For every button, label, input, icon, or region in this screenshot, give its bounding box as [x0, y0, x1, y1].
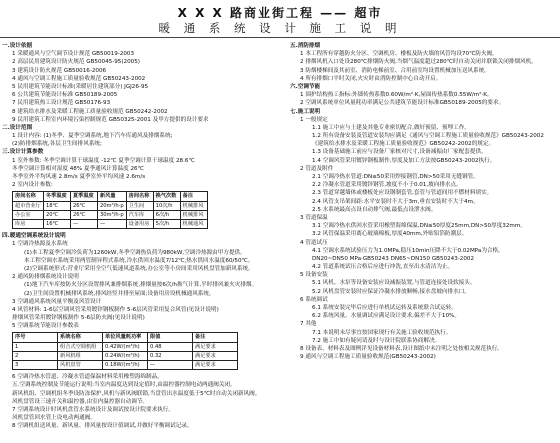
table-header-cell: 夏季温度 [70, 192, 97, 201]
table-cell: 0.18W/(m³/h) [103, 361, 148, 370]
spec-line: 2 排烟风机入口处设280℃排烟防火阀,当烟气温度超过280℃时自动关闭并联锁关闭排烟风机。 [300, 59, 537, 66]
table-row [13, 351, 238, 360]
spec-line: 6.1 系统安装完毕后应进行单机试运转及系统联合试运转。 [312, 305, 457, 311]
spec-line: 3 建筑设计防火规范 GB50016-2006 [12, 67, 107, 74]
design-params-table-wrap [12, 191, 276, 229]
spec-line: (1)本工程夏季空调冷负荷为1260kW,冬季空调热负荷为980kW,空调冷热源由甲方提供。 [24, 249, 246, 256]
table-cell: 满足要求 [193, 361, 238, 370]
spec-line: 七.施工说明 [290, 108, 321, 115]
spec-line: 本工程空调水系统采用两管制异程式系统,冷水供回水温度7/12℃,热水供回水温度60/50℃。 [24, 257, 254, 264]
table-header-cell: 冬季温度 [43, 192, 70, 201]
title-rule [0, 37, 560, 38]
right-column [290, 42, 556, 361]
table-cell: 18℃ [43, 201, 70, 210]
spec-line: 8 设备表、材料表及图例详见设备材料表,设计图纸中未注明之处按相关规范执行。 [300, 345, 503, 352]
spec-line: (1)地下汽车库按防火分区设置排风兼排烟系统,排烟量按6次/h换气计算,平时排风兼火灾排烟。 [24, 282, 258, 289]
spec-line: 四.暖通空调系统设计说明 [2, 233, 66, 240]
spec-line: 3 防烟楼梯间及其前室、消防电梯前室、合用前室均设置机械加压送风系统。 [300, 67, 490, 74]
left-lines-2 [2, 232, 276, 330]
table-row [13, 219, 208, 228]
left-lines-1 [2, 42, 276, 189]
table-cell: 0.24W/(m³/h) [103, 351, 148, 360]
spec-line: 4 通风与空调工程施工质量验收规范 GB50243-2002 [12, 75, 146, 82]
table-row [13, 361, 238, 370]
table-header-cell: 单位风量耗功率 [103, 333, 148, 342]
table-header-cell: 备注 [193, 333, 238, 342]
table-header-cell: 新风量 [97, 192, 126, 201]
page-subtitle: 暖 通 系 统 设 计 施 工 说 明 [158, 21, 402, 35]
spec-line: 2 室内设计参数: [12, 182, 53, 189]
spec-line: 7 空调系统设计时风机盘管水系统设计及调试按设计院要求执行。 [12, 407, 174, 413]
spec-line: (2)空调系统形式:营业厅采用全空气低速风道系统,办公室等小房间采用风机盘管加新风系统。 [24, 265, 254, 272]
spec-line: 1.4 空调风管采用镀锌钢板制作,厚度及加工方法按GB50243-2002执行。 [312, 157, 496, 164]
table-cell: 16℃ [43, 219, 70, 228]
spec-line: 5.2 风机盘管安装时应保证冷凝水排放顺畅,接水盘坡向排水口。 [312, 288, 470, 295]
table-cell: 满足要求 [193, 342, 238, 351]
spec-line: 3 管道保温 [300, 214, 328, 221]
table-header-cell: 限值 [148, 333, 193, 342]
spec-line: 冬季空调计算相对湿度 48% 夏季通风计算温度 26℃ [12, 165, 144, 172]
table-header-cell: 备注 [180, 192, 207, 201]
spec-line: 1.1 施工中应与土建及其他专业密切配合,做好预留、预埋工作。 [312, 124, 470, 131]
spec-line: 9 民用建筑工程室内环境污染控制规范 GB50325-2001 及甲方提供的设计要求 [12, 116, 209, 123]
spec-line: 新风机组、空调机组冬季设防冻保护,风机与新风阀联锁,当盘管出水温度低于5℃时自动关闭新风阀。 [12, 390, 261, 397]
spec-line: 6 公共建筑节能设计标准 GB50189-2005 [12, 92, 118, 99]
table-cell: 机械通风 [180, 219, 207, 228]
spec-line: 8 空调机组送风量、新风量、排风量按设计值调试,并做好平衡调试记录。 [12, 423, 193, 430]
table-cell: 5次/h [153, 219, 180, 228]
spec-line: 1.2 所有设备安装及管道安装均应满足《通风与空调工程施工质量验收规范》GB50243-2002 [312, 133, 544, 140]
table-cell: 2 [13, 351, 58, 360]
spec-line: DN20~DN50 MPa·GB50243 DN65~DN150 GB50243-2002 [312, 255, 475, 262]
spec-line: 1 采暖通风与空气调节设计规范 GB50019-2003 [12, 51, 135, 58]
spec-line: 一.设计依据 [2, 43, 33, 49]
table-cell: 10次/h [153, 201, 180, 210]
spec-line: 冬季室外平均风速 2.8m/s 夏季室外平均风速 2.6m/s [12, 174, 146, 180]
table-cell: — [97, 219, 126, 228]
table-cell: — [148, 361, 193, 370]
table-header-row [13, 333, 238, 342]
table-header-cell: 房间名称 [126, 192, 153, 201]
spec-line: (2)防排烟系统,各层卫生间排风系统; [12, 141, 102, 148]
table-cell: 30m³/h·p [97, 210, 126, 219]
table-cell: 3 [13, 361, 58, 370]
table-cell: 0.32 [148, 351, 193, 360]
table-row [13, 342, 238, 351]
spec-line: 6 系统调试 [300, 296, 328, 303]
table-cell: 组合式空调机组 [58, 342, 103, 351]
energy-table [12, 332, 238, 370]
spec-line: 8 建筑给水排水及采暖工程施工质量验收规范 GB50242-2002 [12, 108, 168, 115]
table-cell: — [70, 219, 97, 228]
spec-line: 风机盘管回水管上设电动两通阀。 [12, 415, 96, 422]
table-cell: 26℃ [70, 201, 97, 210]
spec-line: 2.4 风管支吊架间距:水平安装时不大于3m,垂直安装时不大于4m。 [312, 198, 479, 205]
spec-line: 排烟风管采用镀锌钢板制作 5-6层防火阀(见设计说明) [12, 315, 145, 322]
spec-line: 1 一般规定 [300, 116, 328, 123]
spec-line: 9 通风与空调工程施工质量验收规范(GB50243-2002) [300, 354, 436, 361]
spec-line: 3 空调通风系统风量平衡及风管设计 [12, 298, 102, 305]
table-cell: 0.42W/(m³/h) [103, 342, 148, 351]
spec-line: 2.1 空调冷热水管道:DN≤50采用焊接钢管,DN>50采用无缝钢管。 [312, 174, 479, 180]
table-cell: 0.48 [148, 342, 193, 351]
spec-line: 4 所有排烟口平时关闭,火灾时由消防控制中心自动开启。 [300, 75, 442, 82]
spec-line: 2.3 管道穿越墙体或楼板处应设钢制套管,套管与管道间用不燃材料填实。 [312, 190, 493, 197]
spec-line: 4 风管材料: 1-6层空调风管采用镀锌钢板制作 5-6层风管采用复合风管(见设计说明) [12, 306, 219, 313]
table-cell: 新风机组 [58, 351, 103, 360]
table-header-cell: 换气次数 [153, 192, 180, 201]
left-column [2, 42, 276, 431]
spec-line: 4.1 空调水系统试验压力为1.0MPa,稳压10min压降不大于0.02MPa为合格。 [312, 247, 504, 254]
spec-line: 7.1 本说明未尽事宜按国家现行有关施工验收规范执行。 [312, 329, 452, 336]
table-cell: 20℃ [43, 210, 70, 219]
spec-line: 3.1 空调冷热水供回水管采用橡塑海绵保温,DN≤50厚度25mm,DN>50厚度32mm。 [312, 223, 526, 230]
left-lines-3 [2, 373, 276, 430]
spec-line: 2.2 冷凝水管道采用镀锌钢管,坡度不小于0.01,坡向排水点。 [312, 182, 462, 189]
spec-line: 5 设备安装 [300, 272, 328, 279]
table-header-row [13, 192, 208, 201]
spec-line: 二.设计范围 [2, 124, 33, 131]
energy-table-wrap [12, 332, 276, 370]
spec-line: 2.5 水系统最高点设自动排气阀,最低点设泄水阀。 [312, 206, 437, 213]
spec-line: 3.2 风管保温采用离心玻璃棉板,厚度40mm,外贴铝箔防潮层。 [312, 231, 468, 238]
table-cell: 风机盘管 [58, 361, 103, 370]
spec-line: 2 空调风系统单位风量耗功率满足公共建筑节能设计标准GB50189-2005的要求。 [300, 100, 505, 107]
table-cell: 超市营业厅 [13, 201, 44, 210]
spec-line: 7 民用建筑热工设计规范 GB50176-93 [12, 100, 111, 107]
spec-line: 6.2 系统风量、水量调试应满足设计要求,偏差不大于10%。 [312, 313, 460, 320]
table-cell: 6次/h [153, 210, 180, 219]
spec-line: 5 空调系统节能设计参数表 [12, 323, 79, 330]
table-cell: 机械排风 [180, 201, 207, 210]
spec-line: 2 高层民用建筑设计防火规范 GB50045-95(2005) [12, 59, 140, 66]
spec-line: 4 管道试压 [300, 239, 328, 246]
table-cell: 1 [13, 342, 58, 351]
spec-line: 5.1 风机、水泵等设备安装应设减振装置,与管道连接处设软接头。 [312, 280, 476, 287]
spec-line: 1.3 设备基础施工前应与设备厂家核对尺寸,设备减振由厂家配套提供。 [312, 149, 487, 156]
table-cell: 库房 [13, 219, 44, 228]
spec-line: 2 管道及附件 [300, 165, 334, 172]
page-title: X X X 路商业街工程 —— 超市 [177, 6, 383, 20]
spec-line: 4.2 管道系统试压合格后应进行冲洗,直至出水清洁为止。 [312, 264, 454, 271]
table-cell: 汽车库 [126, 210, 153, 219]
spec-line: (2)卫生间设置机械排风系统,排风经竖井排至屋面;设备用房设机械通风系统。 [24, 290, 215, 297]
design-params-table [12, 191, 208, 229]
table-row [13, 210, 208, 219]
spec-line: 1 室外参数: 冬季空调计算干球温度 -12℃ 夏季空调计算干球温度 28.6℃ [12, 157, 195, 164]
spec-line: 《建筑给水排水及采暖工程施工质量验收规范》GB50242-2002的规定。 [312, 141, 495, 148]
spec-line: 六.空调节能 [290, 83, 321, 90]
spec-line: 三.设计计算参数 [2, 149, 44, 156]
right-lines [290, 42, 556, 361]
table-header-cell: 房间名称 [13, 192, 44, 201]
spec-line: 2 通风防排烟系统设计说明 [12, 274, 79, 281]
table-header-cell: 系统名称 [58, 333, 103, 342]
spec-line: 1 围护结构热工指标:外墙传热系数0.60W/m²·K,屋面传热系数0.55W/m²·K。 [300, 92, 493, 99]
table-cell: 办公室 [13, 210, 44, 219]
table-row [13, 201, 208, 210]
spec-line: 风机盘管设三速开关和温控器,由室内温控器自动调节。 [12, 398, 149, 405]
table-cell: 满足要求 [193, 351, 238, 360]
table-cell: 20m³/h·p [97, 201, 126, 210]
spec-line: 7 其他 [300, 321, 317, 328]
spec-line: 5 民用建筑节能设计标准(采暖居住建筑部分) JGJ26-95 [12, 83, 149, 90]
spec-line: 1 本工程所有穿越防火分区、空调机房、楼板及防火墙的风管均设70℃防火阀, [300, 51, 494, 58]
spec-line: 五.消防排烟 [290, 43, 321, 49]
spec-line: 五.空调系统控制及节能运行说明:当室内温度达到设定值时,由温控器控制电动两通阀关闭。 [12, 382, 236, 389]
table-cell: 卫生间 [126, 201, 153, 210]
spec-line: 1 空调冷热源及水系统 [12, 241, 68, 248]
spec-line: 1 设计内容: (1)冬季、夏季空调系统,地下汽车库通风及排烟系统; [12, 133, 173, 140]
spec-line: 6 空调冷热水管道、冷凝水管道保温材料采用橡塑海绵制品。 [12, 374, 163, 381]
table-cell: 26℃ [70, 210, 97, 219]
table-header-cell: 序号 [13, 333, 58, 342]
spec-line: 7.2 施工中如有疑问请及时与设计院联系协商解决。 [312, 337, 441, 344]
table-cell: 机械排风 [180, 210, 207, 219]
table-cell: 设备用房 [126, 219, 153, 228]
